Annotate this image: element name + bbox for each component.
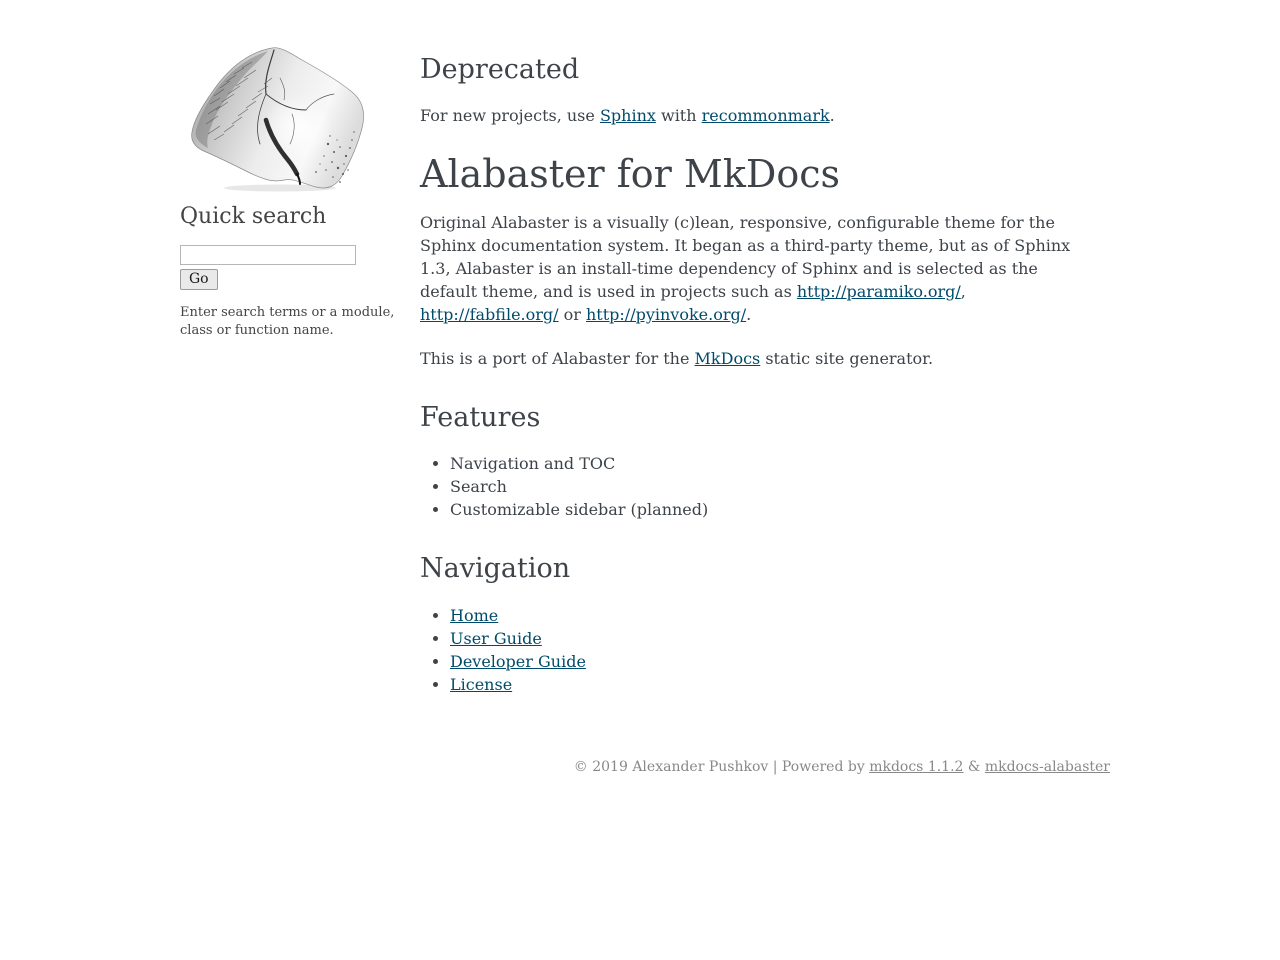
sphinx-link[interactable]: Sphinx <box>599 106 656 126</box>
navigation-list <box>420 604 1080 696</box>
search-go-button[interactable]: Go <box>180 269 218 290</box>
document <box>170 0 1110 815</box>
text-segment: For new projects, use <box>420 106 600 126</box>
text-segment: , <box>960 282 966 302</box>
nav-link-user-guide[interactable]: User Guide <box>450 628 542 648</box>
fabfile-link[interactable]: http://fabfile.org/ <box>420 305 559 325</box>
nav-link-license[interactable]: License <box>450 674 513 694</box>
sidebar <box>180 44 400 340</box>
mkdocs-version-link[interactable]: mkdocs 1.1.2 <box>869 758 964 775</box>
nav-link-developer-guide[interactable]: Developer Guide <box>450 651 586 671</box>
features-list <box>420 452 1080 521</box>
paramiko-link[interactable]: http://paramiko.org/ <box>796 282 961 302</box>
text-segment: . <box>746 305 752 325</box>
deprecated-paragraph <box>420 104 1080 127</box>
text-segment: Original Alabaster is a visually (c)lean, responsive, configurable theme for the Sphinx documentation system. It began as a third-party theme, but as of Sphinx 1.3, Alabaster is an install-time dependency of Sphinx and is selected as the default theme, and is used in projects such as <box>420 213 1071 302</box>
feature-item: • Customizable sidebar (planned) <box>450 498 1080 521</box>
mkdocs-alabaster-link[interactable]: mkdocs-alabaster <box>984 758 1110 775</box>
logo-link[interactable] <box>180 44 400 194</box>
page-title: Alabaster for MkDocs <box>420 152 840 197</box>
recommonmark-link[interactable]: recommonmark <box>701 106 830 126</box>
search-form <box>180 245 400 290</box>
search-help-text: Enter search terms or a module, class or function name. <box>180 305 395 338</box>
text-segment: or <box>558 305 586 325</box>
nav-item <box>450 650 1080 673</box>
text-segment: This is a port of Alabaster for the <box>420 349 695 369</box>
nav-item <box>450 627 1080 650</box>
quick-search-heading: Quick search <box>180 204 327 229</box>
navigation-heading: Navigation <box>420 553 571 585</box>
nav-link-home[interactable]: Home <box>450 605 499 625</box>
feature-item: • Navigation and TOC <box>450 452 1080 475</box>
mkdocs-link[interactable]: MkDocs <box>694 349 761 369</box>
features-heading: Features <box>420 402 541 434</box>
copyright-text: © 2019 Alexander Pushkov | Powered by <box>573 758 870 775</box>
search-input[interactable] <box>180 245 356 265</box>
main-content <box>420 44 1080 696</box>
nav-item <box>450 673 1080 696</box>
text-segment: with <box>655 106 702 126</box>
nav-item <box>450 604 1080 627</box>
text-segment: static site generator. <box>760 349 934 369</box>
port-paragraph <box>420 347 1080 370</box>
text-segment: & <box>963 758 985 775</box>
intro-paragraph <box>420 211 1080 326</box>
footer <box>170 717 1110 815</box>
text-segment: . <box>829 106 835 126</box>
alabaster-rock-logo <box>180 44 375 194</box>
deprecated-heading: Deprecated <box>420 54 580 85</box>
pyinvoke-link[interactable]: http://pyinvoke.org/ <box>586 305 747 325</box>
feature-item: • Search <box>450 475 1080 498</box>
